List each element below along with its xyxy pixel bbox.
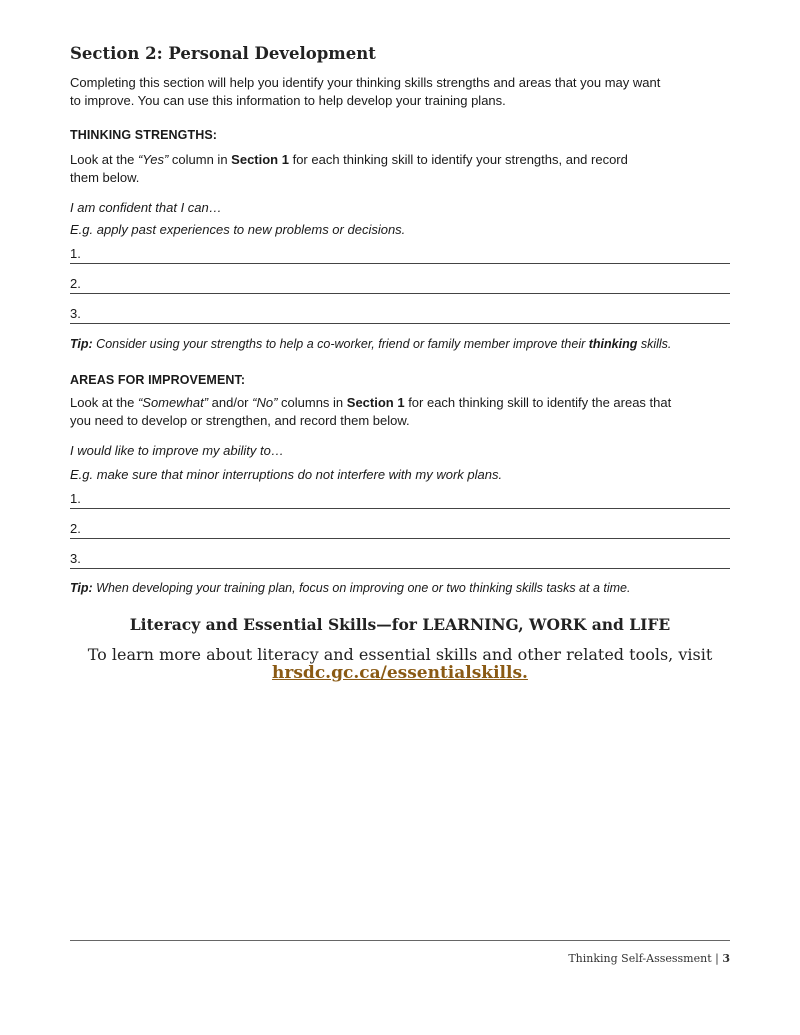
strengths-instructions-cont: them below. [70,170,140,185]
essential-skills-link[interactable]: hrsdc.gc.ca/essentialskills. [272,663,528,683]
entry-line [70,263,730,264]
improvement-prompt: I would like to improve my ability to… [70,443,284,458]
section-title: Section 2: Personal Development [70,44,376,63]
entry-number: 2. [70,521,81,536]
promo-headline: Literacy and Essential Skills—for LEARNING, WORK and LIFE [129,615,671,634]
entry-line [70,293,730,294]
entry-line [70,323,730,324]
entry-number: 1. [70,491,81,506]
entry-number: 3. [70,306,81,321]
entry-number: 1. [70,246,81,261]
page-footer [568,952,730,965]
page-number: 3 [722,952,730,965]
strength-entry-1[interactable] [70,246,730,264]
footer-separator: | [715,952,719,965]
footer-divider [70,940,730,941]
promo-link-wrap [70,663,730,683]
entry-line [70,568,730,569]
strengths-example: E.g. apply past experiences to new problems or decisions. [70,222,406,237]
footer-label: Thinking Self-Assessment [568,952,712,965]
strengths-tip: Tip: Consider using your strengths to help a co-worker, friend or family member improve their thinking skills. [70,337,672,351]
strengths-prompt: I am confident that I can… [70,200,222,215]
intro-line-1: Completing this section will help you identify your thinking skills strengths and areas that you may want [70,75,661,90]
improvement-instructions: Look at the “Somewhat” and/or “No” columns in Section 1 for each thinking skill to identify the areas that [70,395,672,410]
entry-line [70,538,730,539]
entry-number: 3. [70,551,81,566]
improvement-entry-2[interactable] [70,521,730,539]
improvement-tip: Tip: When developing your training plan, focus on improving one or two thinking skills tasks at a time. [70,581,631,595]
intro-line-2: to improve. You can use this information to help develop your training plans. [70,93,506,108]
entry-number: 2. [70,276,81,291]
promo-text: To learn more about literacy and essential skills and other related tools, visit [87,645,713,664]
improvement-entry-1[interactable] [70,491,730,509]
improvement-entry-3[interactable] [70,551,730,569]
strengths-heading: THINKING STRENGTHS: [70,128,218,142]
improvement-instructions-cont: you need to develop or strengthen, and record them below. [70,413,410,428]
strength-entry-3[interactable] [70,306,730,324]
improvement-heading: AREAS FOR IMPROVEMENT: [70,373,246,387]
entry-line [70,508,730,509]
strengths-instructions: Look at the “Yes” column in Section 1 for each thinking skill to identify your strengths, and record [70,152,628,167]
improvement-example: E.g. make sure that minor interruptions do not interfere with my work plans. [70,467,503,482]
strength-entry-2[interactable] [70,276,730,294]
